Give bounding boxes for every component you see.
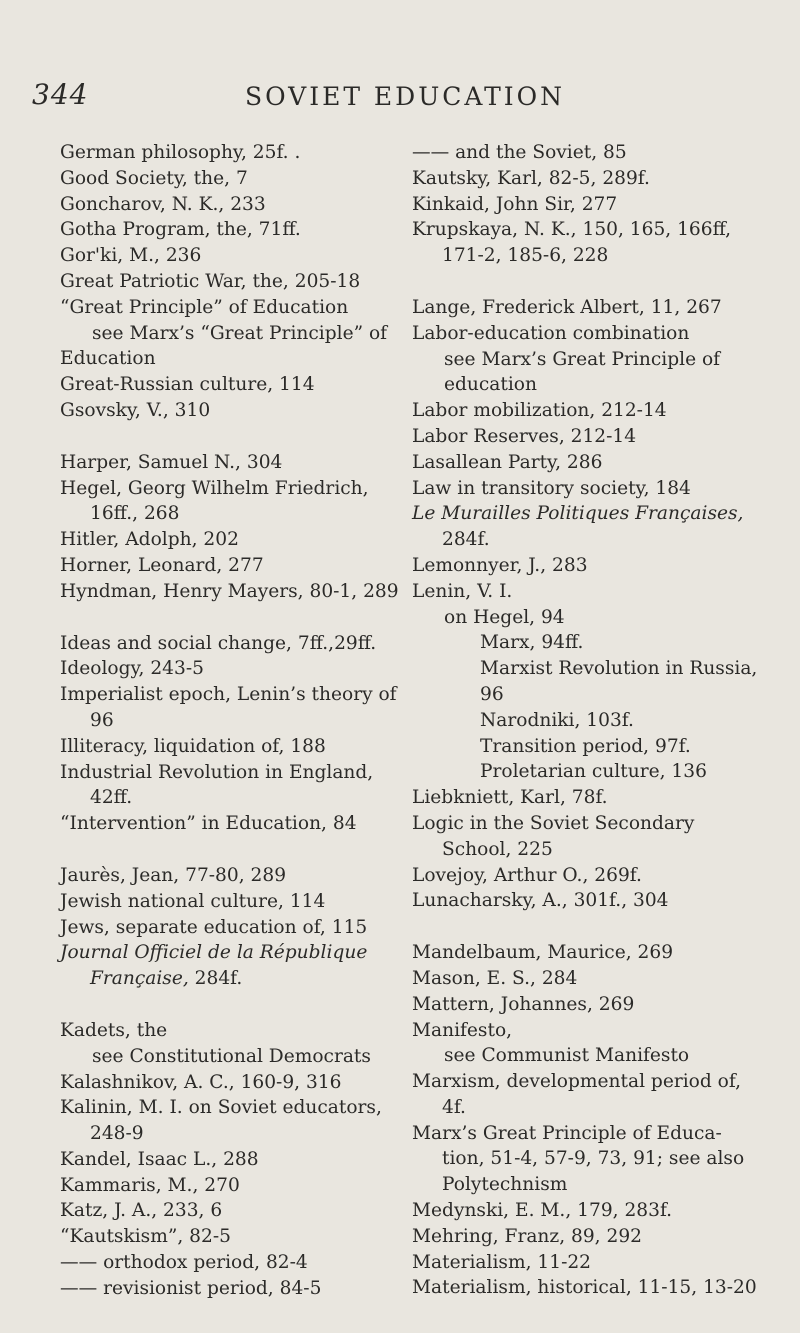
index-entry: Transition period, 97f. <box>480 735 691 757</box>
index-entry: Law in transitory society, 184 <box>412 477 691 499</box>
index-entry: education <box>444 374 537 396</box>
index-entry: Lovejoy, Arthur O., 269f. <box>412 864 642 886</box>
index-entry: Lange, Frederick Albert, 11, 267 <box>412 296 722 318</box>
index-entry: Hegel, Georg Wilhelm Friedrich, <box>60 477 369 499</box>
index-entry: Narodniki, 103f. <box>480 709 634 731</box>
index-entry: Great-Russian culture, 114 <box>60 374 315 396</box>
index-entry: Logic in the Soviet Secondary <box>412 812 695 834</box>
index-entry: Le Murailles Politiques Françaises, <box>412 503 744 525</box>
index-entry: 42ff. <box>90 787 133 809</box>
index-entry: 248-9 <box>90 1123 144 1145</box>
index-entry: Jewish national culture, 114 <box>60 890 326 912</box>
index-entry: 96 <box>480 683 504 705</box>
index-entry: Kinkaid, John Sir, 277 <box>412 193 618 215</box>
index-entry: Goncharov, N. K., 233 <box>60 193 266 215</box>
index-entry: Ideas and social change, 7ff.,29ff. <box>60 632 377 654</box>
index-entry: Kalashnikov, A. C., 160-9, 316 <box>60 1071 342 1093</box>
index-entry: Kandel, Isaac L., 288 <box>60 1148 259 1170</box>
index-entry: Marx, 94ff. <box>480 632 584 654</box>
index-entry: “Intervention” in Education, 84 <box>60 813 357 835</box>
index-entry: Medynski, E. M., 179, 283f. <box>412 1200 673 1222</box>
index-entry: School, 225 <box>442 838 553 860</box>
index-entry: Industrial Revolution in England, <box>60 761 374 783</box>
index-entry: Kadets, the <box>60 1019 168 1041</box>
index-entry: Lenin, V. I. <box>412 580 513 602</box>
index-entry: Jaurès, Jean, 77-80, 289 <box>60 864 287 886</box>
index-entry: Hyndman, Henry Mayers, 80-1, 289 <box>60 580 399 602</box>
index-entry: German philosophy, 25f. . <box>60 142 301 163</box>
index-entry: Illiteracy, liquidation of, 188 <box>60 735 326 757</box>
index-column-left <box>60 140 430 1302</box>
index-entry: Katz, J. A., 233, 6 <box>60 1200 223 1222</box>
running-head: SOVIET EDUCATION <box>244 82 566 111</box>
index-entry: Française, 284f. <box>90 968 243 990</box>
index-entry: on Hegel, 94 <box>444 606 565 628</box>
index-entry: Lunacharsky, A., 301f., 304 <box>412 890 669 912</box>
index-entry: Materialism, 11-22 <box>412 1251 592 1273</box>
index-entry: Polytechnism <box>442 1174 568 1196</box>
index-entry: Kalinin, M. I. on Soviet educators, <box>60 1097 382 1119</box>
index-entry: —— orthodox period, 82-4 <box>60 1252 308 1274</box>
index-entry: Horner, Leonard, 277 <box>60 554 264 576</box>
index-entry: Jews, separate education of, 115 <box>60 916 368 938</box>
index-entry: Gsovsky, V., 310 <box>60 399 211 421</box>
index-column-right <box>412 140 790 1301</box>
index-entry: Labor-education combination <box>412 322 690 344</box>
index-entry: Mattern, Johannes, 269 <box>412 993 635 1015</box>
index-entry: Liebkniett, Karl, 78f. <box>412 787 608 809</box>
index-entry: Gor'ki, M., 236 <box>60 245 202 267</box>
index-entry: 16ff., 268 <box>90 503 180 525</box>
page-number: 344 <box>32 78 89 111</box>
index-entry: —— revisionist period, 84-5 <box>60 1277 322 1299</box>
index-entry: Kammaris, M., 270 <box>60 1174 240 1196</box>
index-entry: Harper, Samuel N., 304 <box>60 451 283 473</box>
index-entry: “Great Principle” of Education <box>60 296 349 318</box>
index-entry: Education <box>60 348 156 370</box>
index-entry: “Kautskism”, 82-5 <box>60 1226 231 1248</box>
index-entry: Good Society, the, 7 <box>60 167 248 189</box>
index-entry: see Marx’s Great Principle of <box>444 348 721 370</box>
index-entry: 284f. <box>442 529 490 551</box>
page-header <box>30 78 780 118</box>
index-entry: see Marx’s “Great Principle” of <box>92 322 388 344</box>
index-entry: Manifesto, <box>412 1019 513 1041</box>
index-entry: Kautsky, Karl, 82-5, 289f. <box>412 167 650 189</box>
index-entry: Labor Reserves, 212-14 <box>412 425 637 447</box>
index-entry: Mandelbaum, Maurice, 269 <box>412 942 674 964</box>
index-entry: Ideology, 243-5 <box>60 658 204 680</box>
index-entry: Hitler, Adolph, 202 <box>60 529 239 551</box>
index-entry: see Constitutional Democrats <box>92 1045 371 1067</box>
index-entry: Marxism, developmental period of, <box>412 1071 741 1093</box>
index-entry: tion, 51-4, 57-9, 73, 91; see also <box>442 1148 745 1170</box>
index-entry: Mehring, Franz, 89, 292 <box>412 1225 642 1247</box>
index-entry: —— and the Soviet, 85 <box>412 142 627 163</box>
index-entry: 96 <box>90 709 114 731</box>
index-entry: Lemonnyer, J., 283 <box>412 554 588 576</box>
index-entry: Labor mobilization, 212-14 <box>412 400 667 422</box>
index-entry: Lasallean Party, 286 <box>412 451 603 473</box>
index-entry: Gotha Program, the, 71ff. <box>60 219 301 241</box>
index-entry: Mason, E. S., 284 <box>412 967 578 989</box>
index-entry: Krupskaya, N. K., 150, 165, 166ff, <box>412 219 732 241</box>
index-entry: Journal Officiel de la République <box>60 942 368 964</box>
index-entry: Marxist Revolution in Russia, <box>480 658 758 680</box>
index-entry: see Communist Manifesto <box>444 1045 690 1067</box>
index-entry: Proletarian culture, 136 <box>480 761 707 783</box>
index-entry: 171-2, 185-6, 228 <box>442 245 609 267</box>
index-entry: Imperialist epoch, Lenin’s theory of <box>60 684 397 706</box>
index-entry: 4f. <box>442 1096 466 1118</box>
index-entry: Materialism, historical, 11-15, 13-20 <box>412 1277 757 1299</box>
index-entry: Great Patriotic War, the, 205-18 <box>60 270 361 292</box>
index-entry: Marx’s Great Principle of Educa- <box>412 1122 722 1144</box>
